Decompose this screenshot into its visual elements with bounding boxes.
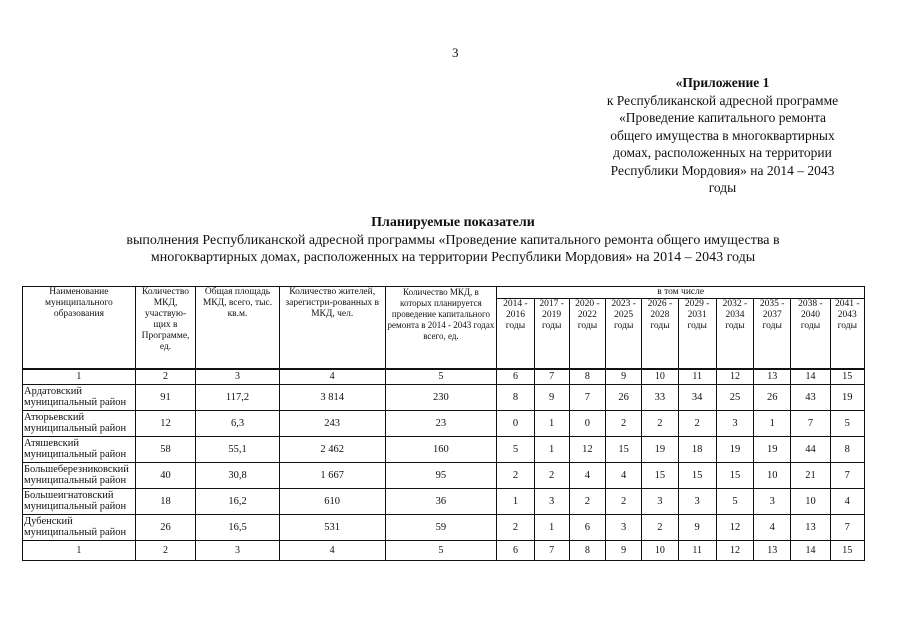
table-cell: 59	[385, 514, 497, 540]
column-number: 3	[196, 540, 280, 560]
table-cell: 16,2	[196, 488, 280, 514]
table-cell: 610	[279, 488, 385, 514]
table-cell: 2	[497, 462, 534, 488]
table-cell: 26	[606, 384, 642, 410]
column-number: 1	[23, 540, 136, 560]
municipality-name: Большеберезниковский муниципальный район	[23, 462, 136, 488]
column-number: 6	[497, 540, 534, 560]
table-cell: 1	[754, 410, 791, 436]
table-cell: 6,3	[196, 410, 280, 436]
appendix-title: «Приложение 1	[675, 75, 770, 90]
table-cell: 91	[135, 384, 195, 410]
table-cell: 19	[754, 436, 791, 462]
column-number: 12	[716, 369, 753, 385]
header-period: 2029 - 2031 годы	[678, 299, 716, 369]
table-cell: 160	[385, 436, 497, 462]
footer-number-row	[23, 540, 865, 560]
table-cell: 0	[497, 410, 534, 436]
table-cell: 230	[385, 384, 497, 410]
table-cell: 2	[497, 514, 534, 540]
document-heading	[40, 214, 866, 267]
table-cell: 4	[754, 514, 791, 540]
header-name: Наименование муниципального образования	[23, 287, 136, 369]
table-cell: 2	[642, 514, 678, 540]
table-cell: 15	[716, 462, 753, 488]
table-cell: 19	[716, 436, 753, 462]
appendix-line: Республики Мордовия» на 2014 – 2043	[610, 162, 835, 178]
column-number: 13	[754, 369, 791, 385]
column-number: 15	[830, 540, 864, 560]
table-row	[23, 410, 865, 436]
table-cell: 3	[534, 488, 569, 514]
table-cell: 1	[534, 436, 569, 462]
appendix-line: годы	[708, 180, 737, 195]
column-number: 9	[606, 369, 642, 385]
table-cell: 2	[642, 410, 678, 436]
column-number: 5	[385, 540, 497, 560]
table-cell: 5	[830, 410, 864, 436]
header-period: 2017 - 2019 годы	[534, 299, 569, 369]
header-period: 2038 - 2040 годы	[791, 299, 830, 369]
appendix-line: «Проведение капитального ремонта	[618, 110, 827, 125]
table-row	[23, 436, 865, 462]
table-cell: 4	[830, 488, 864, 514]
header-period: 2023 - 2025 годы	[606, 299, 642, 369]
table-cell: 9	[678, 514, 716, 540]
table-cell: 2	[569, 488, 605, 514]
table-cell: 58	[135, 436, 195, 462]
table-cell: 25	[716, 384, 753, 410]
table-cell: 7	[569, 384, 605, 410]
appendix-line: общего имущества в многоквартирных	[610, 127, 835, 143]
table-cell: 2 462	[279, 436, 385, 462]
table-cell: 44	[791, 436, 830, 462]
table-cell: 15	[606, 436, 642, 462]
table-cell: 3	[716, 410, 753, 436]
appendix-line: к Республиканской адресной программе	[606, 92, 839, 108]
column-number: 14	[791, 540, 830, 560]
table-cell: 0	[569, 410, 605, 436]
table-cell: 12	[716, 514, 753, 540]
municipality-name: Ардатовский муниципальный район	[23, 384, 136, 410]
municipality-name: Большеигнатовский муниципальный район	[23, 488, 136, 514]
table-cell: 9	[534, 384, 569, 410]
municipality-name: Дубенский муниципальный район	[23, 514, 136, 540]
table-cell: 3 814	[279, 384, 385, 410]
table-cell: 10	[754, 462, 791, 488]
table-cell: 18	[678, 436, 716, 462]
column-number: 11	[678, 540, 716, 560]
header-period: 2020 - 2022 годы	[569, 299, 605, 369]
table-cell: 531	[279, 514, 385, 540]
table-cell: 19	[830, 384, 864, 410]
table-cell: 6	[569, 514, 605, 540]
table-cell: 95	[385, 462, 497, 488]
table-cell: 30,8	[196, 462, 280, 488]
table-cell: 4	[569, 462, 605, 488]
header-area: Общая площадь МКД, всего, тыс. кв.м.	[196, 287, 280, 369]
column-number: 4	[279, 540, 385, 560]
table-cell: 8	[830, 436, 864, 462]
table-cell: 40	[135, 462, 195, 488]
table-cell: 7	[830, 462, 864, 488]
table-cell: 1	[534, 410, 569, 436]
column-number: 10	[642, 540, 678, 560]
table-cell: 15	[642, 462, 678, 488]
header-period: 2041 - 2043 годы	[830, 299, 864, 369]
heading-line: выполнения Республиканской адресной программы «Проведение капитального ремонта общего имущества в	[126, 232, 780, 248]
table-row	[23, 488, 865, 514]
heading-title: Планируемые показатели	[371, 215, 535, 230]
column-number: 13	[754, 540, 791, 560]
column-number: 2	[135, 540, 195, 560]
table-cell: 8	[497, 384, 534, 410]
table-cell: 26	[135, 514, 195, 540]
heading-line: многоквартирных домах, расположенных на территории Республики Мордовия» на 2014 – 2043 годы	[150, 250, 756, 265]
table-cell: 3	[754, 488, 791, 514]
column-number: 14	[791, 369, 830, 385]
table-cell: 12	[135, 410, 195, 436]
table-cell: 2	[606, 410, 642, 436]
header-including: в том числе	[497, 287, 865, 299]
table-cell: 3	[678, 488, 716, 514]
column-number: 1	[23, 369, 136, 385]
table-cell: 2	[678, 410, 716, 436]
table-cell: 34	[678, 384, 716, 410]
table-cell: 15	[678, 462, 716, 488]
header-period: 2035 - 2037 годы	[754, 299, 791, 369]
header-period: 2026 - 2028 годы	[642, 299, 678, 369]
municipality-name: Атяшевский муниципальный район	[23, 436, 136, 462]
table-cell: 33	[642, 384, 678, 410]
indicators-table	[22, 286, 865, 561]
table-cell: 5	[497, 436, 534, 462]
column-number: 10	[642, 369, 678, 385]
table-cell: 3	[642, 488, 678, 514]
column-number: 9	[606, 540, 642, 560]
table-cell: 18	[135, 488, 195, 514]
table-cell: 2	[606, 488, 642, 514]
column-number: 7	[534, 369, 569, 385]
table-cell: 10	[791, 488, 830, 514]
table-row	[23, 462, 865, 488]
table-cell: 4	[606, 462, 642, 488]
header-planned: Количество МКД, в которых планируется проведение капитального ремонта в 2014 - 2043 годах всего, ед.	[385, 287, 497, 369]
table-cell: 21	[791, 462, 830, 488]
table-cell: 43	[791, 384, 830, 410]
table-cell: 5	[716, 488, 753, 514]
table-cell: 117,2	[196, 384, 280, 410]
table-cell: 7	[791, 410, 830, 436]
column-number-row	[23, 369, 865, 385]
column-number: 6	[497, 369, 534, 385]
table-cell: 36	[385, 488, 497, 514]
table-cell: 19	[642, 436, 678, 462]
column-number: 7	[534, 540, 569, 560]
table-cell: 243	[279, 410, 385, 436]
table-cell: 12	[569, 436, 605, 462]
table-cell: 26	[754, 384, 791, 410]
table-cell: 1	[497, 488, 534, 514]
appendix-block	[580, 74, 865, 197]
table-row	[23, 514, 865, 540]
table-cell: 2	[534, 462, 569, 488]
column-number: 5	[385, 369, 497, 385]
table-cell: 23	[385, 410, 497, 436]
appendix-line: домах, расположенных на территории	[613, 145, 832, 160]
column-number: 11	[678, 369, 716, 385]
column-number: 8	[569, 369, 605, 385]
table-cell: 3	[606, 514, 642, 540]
column-number: 4	[279, 369, 385, 385]
table-cell: 13	[791, 514, 830, 540]
table-cell: 55,1	[196, 436, 280, 462]
column-number: 15	[830, 369, 864, 385]
header-mkd-count: Количество МКД, участвую-щих в Программе, ед.	[135, 287, 195, 369]
column-number: 2	[135, 369, 195, 385]
table-cell: 1 667	[279, 462, 385, 488]
table-cell: 7	[830, 514, 864, 540]
header-period: 2014 - 2016 годы	[497, 299, 534, 369]
header-residents: Количество жителей, зарегистри-рованных в МКД, чел.	[279, 287, 385, 369]
municipality-name: Атюрьевский муниципальный район	[23, 410, 136, 436]
table-cell: 16,5	[196, 514, 280, 540]
column-number: 8	[569, 540, 605, 560]
table-cell: 1	[534, 514, 569, 540]
header-period: 2032 - 2034 годы	[716, 299, 753, 369]
column-number: 12	[716, 540, 753, 560]
page-number: 3	[452, 45, 459, 60]
table-row	[23, 384, 865, 410]
column-number: 3	[196, 369, 280, 385]
